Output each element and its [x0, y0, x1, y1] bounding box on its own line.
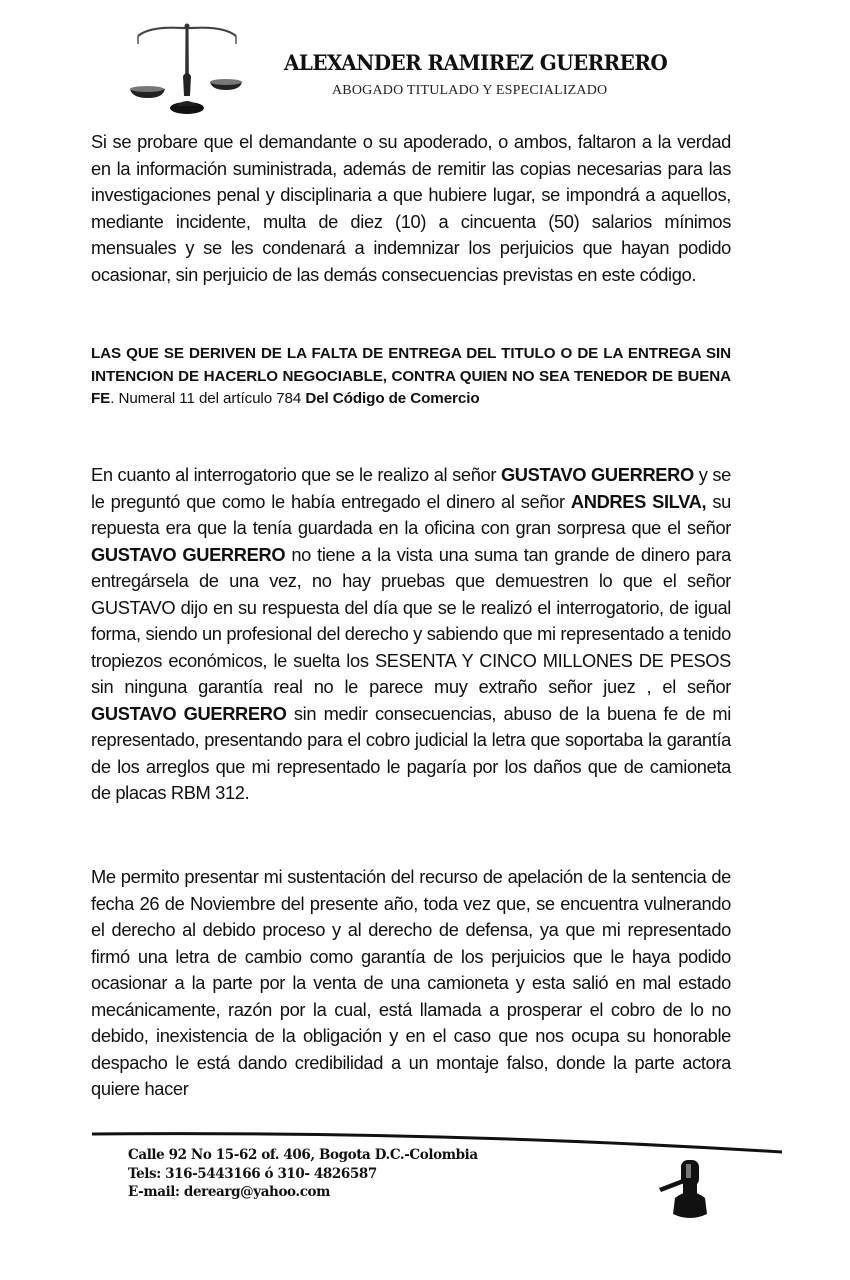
paragraph-appeal: Me permito presentar mi sustentación del recurso de apelación de la sentencia de fecha 26 de Noviembre del presente año, toda vez que, se encuentra vulnerando el derecho al debido proceso y al derecho de defensa, ya que mi representado firmó una letra de cambio como garantía de los perjuicios que le haya podido ocasionar a la parte por la venta de una camioneta y esta salió en mal estado mecánicamente, razón por la cual, está llamada a prosperar el cobro de lo no debido, inexistencia de la obligación y en el caso que nos ocupa su honorable despacho le está dando credibilidad a un montaje falso, donde la parte actora quiere hacer [91, 866, 731, 1099]
footer-address: Calle 92 No 15-62 of. 406, Bogota D.C.-Colombia [128, 1147, 478, 1163]
gavel-icon [655, 1156, 727, 1224]
code-source: Del Código de Comercio [305, 390, 480, 407]
footer-contact [128, 1146, 478, 1202]
text-segment: En cuanto al interrogatorio que se le realizo al señor [91, 464, 501, 485]
firm-subtitle: ABOGADO TITULADO Y ESPECIALIZADO [332, 83, 608, 98]
person-name: GUSTAVO GUERRERO [500, 464, 694, 485]
scales-of-justice-icon [128, 14, 246, 118]
person-name: ANDRES SILVA, [570, 490, 707, 512]
article-reference: Numeral 11 del artículo 784 [114, 390, 306, 407]
text-segment: su repuesta era que la tenía guardada en la oficina con gran sorpresa que el señor [91, 490, 731, 538]
text-segment: y se le preguntó que como le había entregado el dinero al señor [91, 464, 732, 512]
firm-name: ALEXANDER RAMIREZ GUERRERO [284, 50, 668, 75]
person-name: GUSTAVO GUERRERO [91, 702, 287, 724]
footer-email: E-mail: derearg@yahoo.com [128, 1184, 331, 1200]
bold-heading: LAS QUE SE DERIVEN DE LA FALTA DE ENTREGA DEL TITULO O DE LA ENTREGA SIN INTENCION DE HACERLO NEGOCIABLE, CONTRA QUIEN NO SEA TENEDOR DE BUENA FE [91, 345, 731, 407]
footer-phones: Tels: 316-5443166 ó 310- 4826587 [128, 1165, 377, 1182]
person-name: GUSTAVO GUERRERO [91, 543, 286, 565]
letterhead [0, 0, 850, 125]
paragraph-legal-reference [91, 343, 731, 411]
text-segment: sin medir consecuencias, abuso de la buena fe de mi representado, presentando para el cobro judicial la letra que soportaba la garantía de los arreglos que mi representado le pagaría por los daños que de camioneta de placas RBM 312. [91, 702, 732, 803]
paragraph-penalty: Si se probare que el demandante o su apoderado, o ambos, faltaron a la verdad en la información suministrada, además de remitir las copias necesarias para las investigaciones penal y disciplinaria a que hubiere lugar, se impondrá a aquellos, mediante incidente, multa de diez (10) a cincuenta (50) salarios mínimos mensuales y se les condenará a indemnizar los perjuicios que hayan podido ocasionar, sin perjuicio de las demás consecuencias previstas en este código. [91, 131, 731, 285]
period: . [110, 390, 115, 407]
paragraph-interrogation [91, 462, 731, 807]
text-segment: no tiene a la vista una suma tan grande de dinero para entregársela de una vez, no hay pruebas que demuestren lo que el señor GUSTAVO dijo en su respuesta del día que se le realizó el interrogatorio, de igual forma, siendo un profesional del derecho y sabiendo que mi representado a tenido tropiezos económicos, le suelta los SESENTA Y CINCO MILLONES DE PESOS sin ninguna garantía real no le parece muy extraño señor juez , el señor [91, 543, 731, 697]
